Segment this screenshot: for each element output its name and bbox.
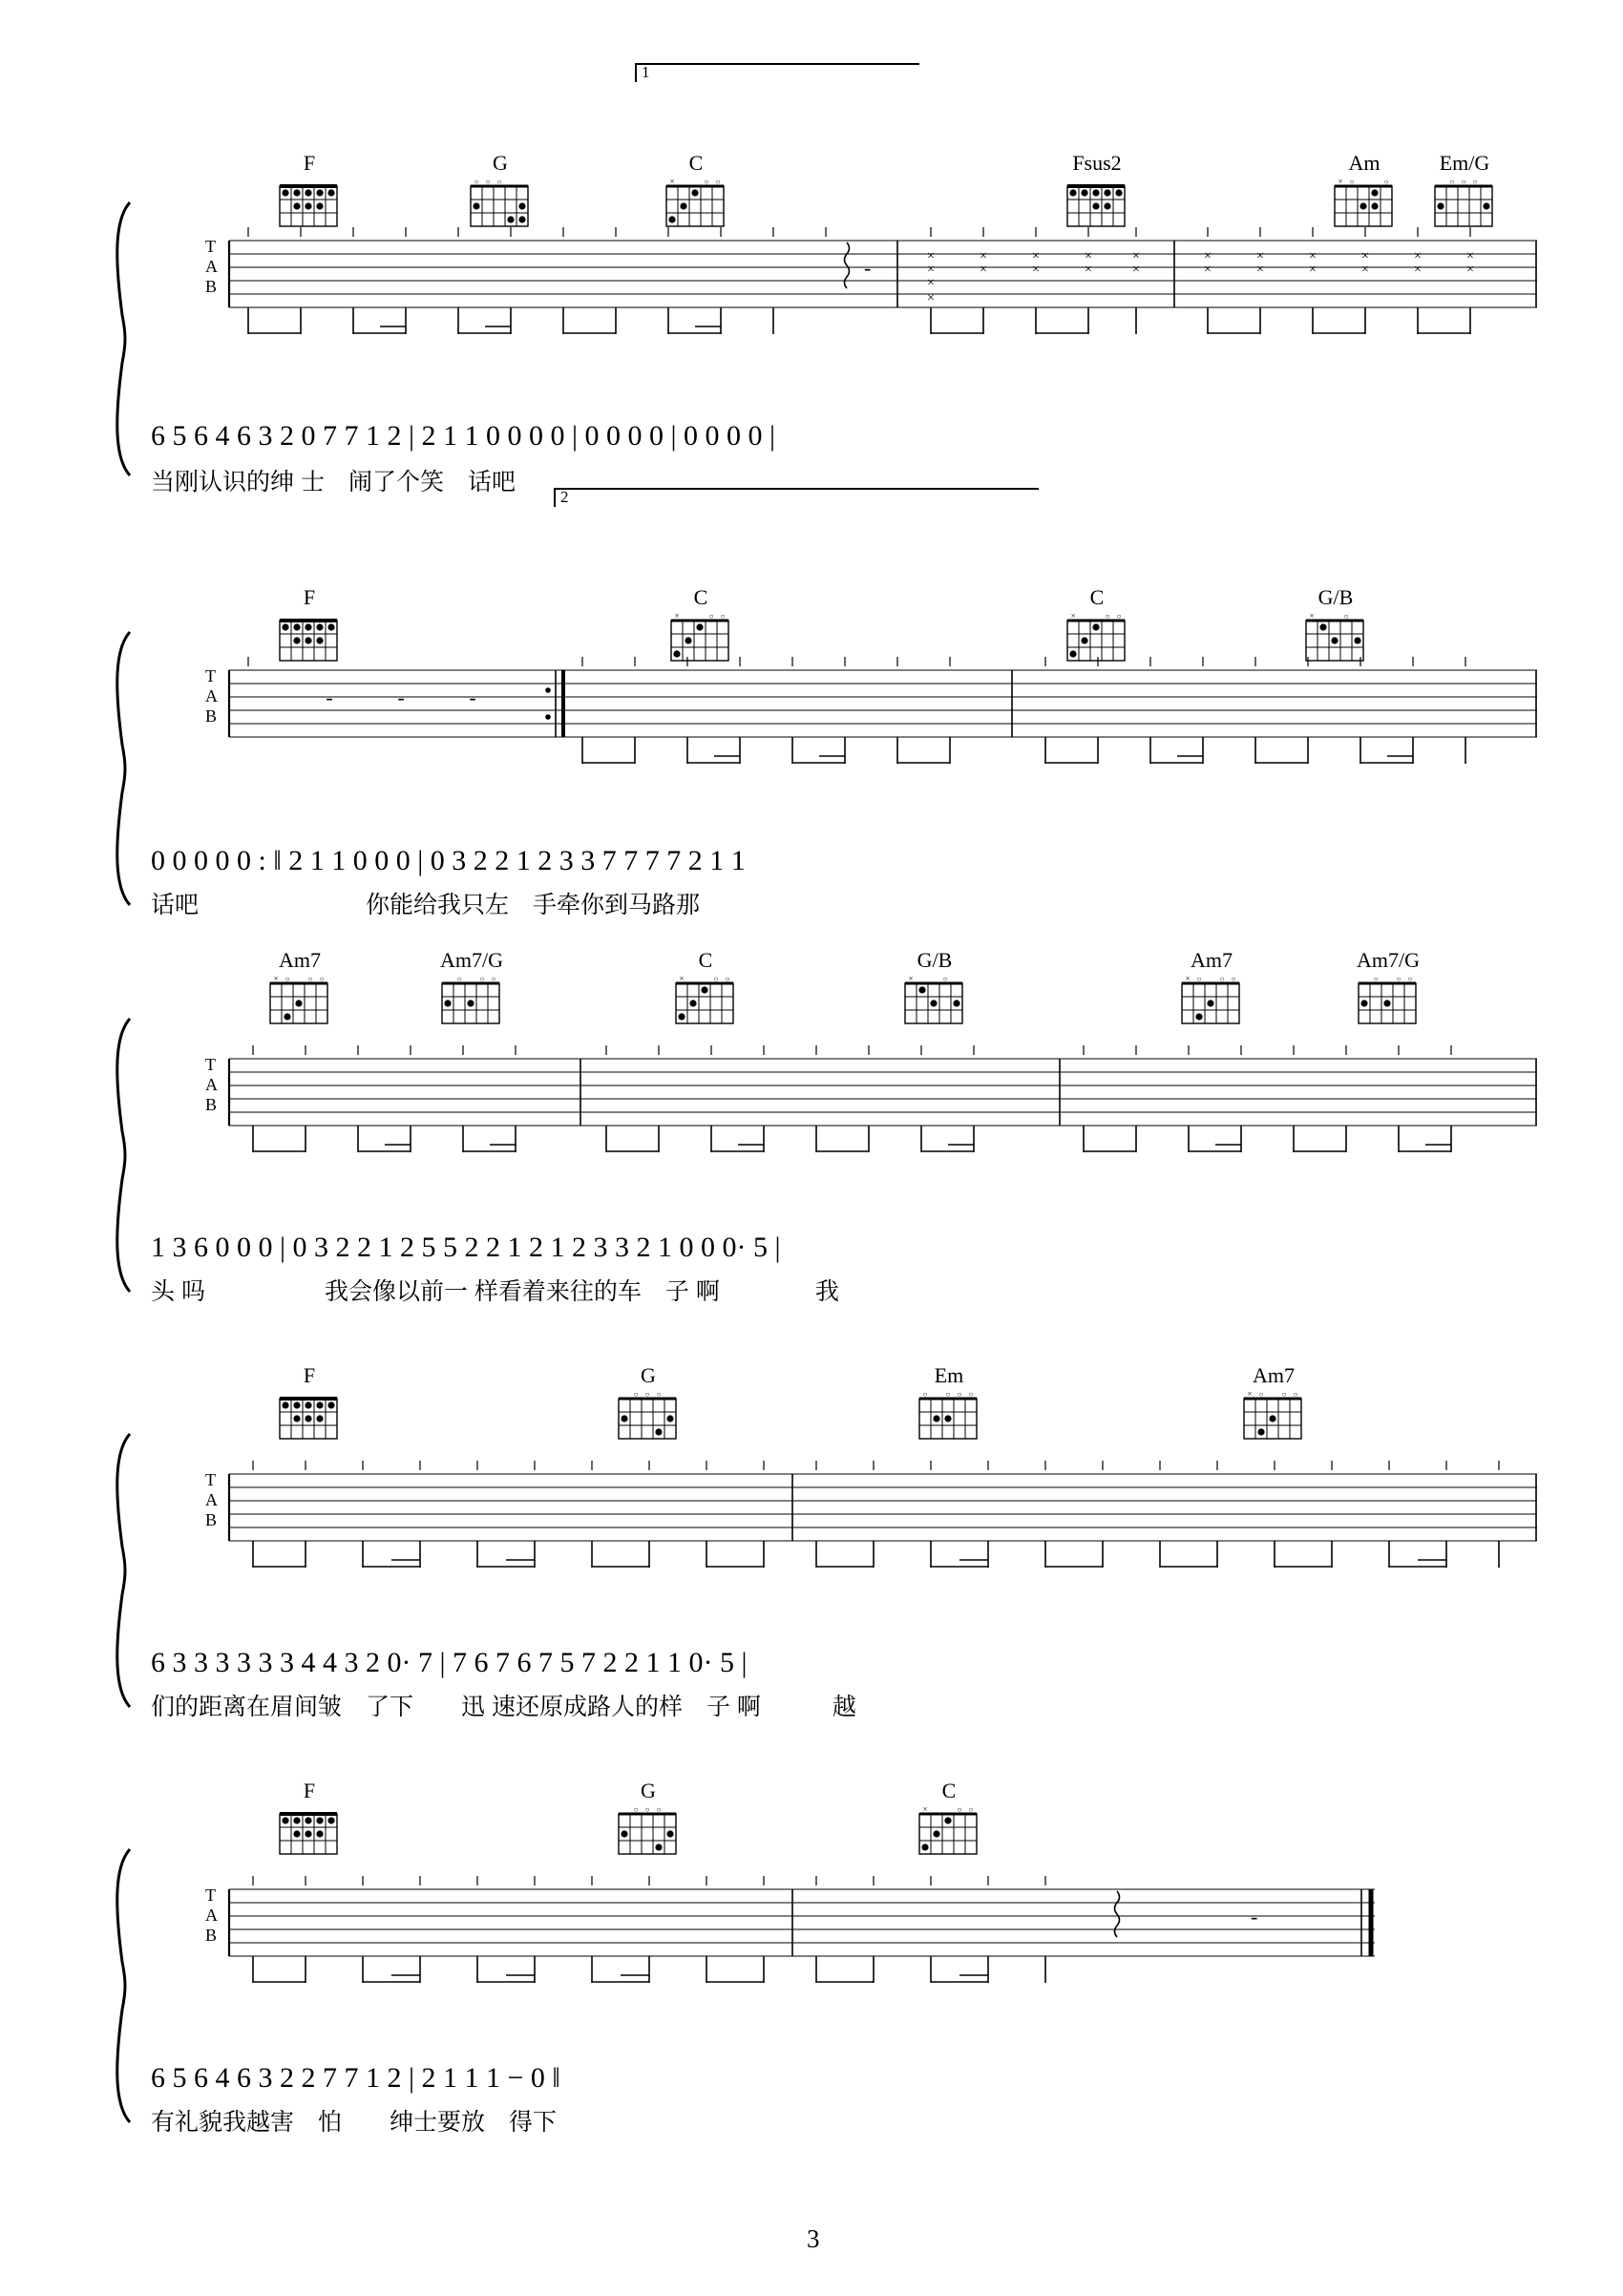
svg-text:A: A [205, 257, 218, 276]
svg-text:○: ○ [656, 1390, 662, 1399]
chord-name: G/B [1317, 585, 1354, 609]
chord-diagram-Am7G [434, 950, 509, 1027]
svg-text:×: × [1466, 249, 1474, 263]
svg-text:○: ○ [1373, 975, 1379, 983]
system-4 [95, 1356, 1547, 1738]
svg-text:×: × [1085, 263, 1092, 277]
notation-numbers: 6 5 6 4 6 3 2 2 7 7 1 2 | 2 1 1 1 − 0 ‖ [151, 2062, 560, 2094]
svg-text:○: ○ [496, 178, 502, 186]
svg-text:○: ○ [1407, 975, 1413, 983]
tab-staff [124, 657, 1547, 800]
chord-name: G [641, 1363, 656, 1387]
svg-text:×: × [669, 177, 675, 186]
svg-text:○: ○ [644, 1805, 650, 1814]
svg-text:T: T [205, 666, 216, 685]
svg-text:×: × [1361, 249, 1369, 263]
svg-text:○: ○ [1383, 178, 1389, 186]
chord-diagram-Am7G-2 [1351, 950, 1425, 1027]
chord-diagram-C [659, 153, 733, 230]
svg-text:×: × [1309, 611, 1315, 621]
chord-name: Am7 [279, 948, 321, 972]
notation-numbers: 6 3 3 3 3 3 3 4 4 3 2 0· 7 | 7 6 7 6 7 5 7 2 2 1 1 0· 5 | [151, 1647, 748, 1678]
svg-text:○: ○ [1461, 178, 1466, 186]
svg-text:○: ○ [713, 975, 719, 983]
chord-name: F [303, 1779, 316, 1802]
svg-text:A: A [205, 1490, 218, 1509]
svg-text:○: ○ [491, 975, 496, 983]
svg-text:○: ○ [644, 1390, 650, 1399]
svg-text:○: ○ [720, 612, 726, 621]
svg-text:○: ○ [1396, 975, 1402, 983]
chord-diagram-EmG [1427, 153, 1502, 230]
svg-text:○: ○ [485, 178, 491, 186]
svg-text:○: ○ [285, 975, 290, 983]
svg-text:○: ○ [708, 612, 714, 621]
svg-text:A: A [205, 686, 218, 706]
chord-name: G/B [917, 948, 953, 972]
chord-diagram-Am7 [1236, 1365, 1311, 1443]
svg-text:×: × [1361, 263, 1369, 277]
chord-name: G [493, 151, 508, 175]
chord-name: C [941, 1779, 957, 1802]
svg-text:×: × [674, 611, 680, 621]
svg-text:○: ○ [1293, 1390, 1298, 1399]
chord-diagram-F [272, 153, 347, 230]
tab-staff [124, 227, 1547, 370]
svg-text:×: × [927, 276, 935, 290]
svg-text:×: × [1414, 249, 1422, 263]
svg-text:B: B [205, 1926, 218, 1945]
tab-staff [124, 1876, 1547, 2019]
svg-text:×: × [1085, 249, 1092, 263]
svg-text:×: × [927, 249, 935, 263]
svg-text:×: × [1185, 974, 1191, 983]
svg-text:○: ○ [957, 1390, 962, 1399]
chord-name: G [641, 1779, 656, 1802]
svg-text:-: - [1251, 1905, 1258, 1928]
svg-text:○: ○ [456, 975, 462, 983]
svg-text:×: × [927, 291, 935, 305]
chord-diagram-C-2 [1060, 587, 1134, 664]
ending-bracket-2 [554, 487, 1041, 508]
svg-text:-: - [326, 685, 333, 709]
chord-name: Am [1348, 151, 1381, 175]
chord-diagram-Am [1327, 153, 1402, 230]
svg-text:○: ○ [1231, 975, 1236, 983]
chord-name: Am7/G [440, 948, 503, 972]
svg-text:×: × [980, 249, 987, 263]
chord-diagram-GB [1298, 587, 1373, 664]
svg-text:×: × [679, 974, 685, 983]
svg-text:×: × [908, 974, 914, 983]
chord-diagram-F [272, 587, 347, 664]
svg-text:×: × [927, 263, 935, 277]
notation-numbers: 1 3 6 0 0 0 | 0 3 2 2 1 2 5 5 2 2 1 2 1 2 3 3 2 1 0 0 0· 5 | [151, 1232, 781, 1263]
chord-diagram-C [668, 950, 743, 1027]
svg-text:T: T [205, 237, 216, 256]
system-1 [95, 57, 1547, 495]
lyrics-line: 有礼貌我越害 怕 绅士要放 得下 [151, 2109, 558, 2136]
notation-numbers: 0 0 0 0 0 : ‖ 2 1 1 0 0 0 | 0 3 2 2 1 2 3 3 7 7 7 7 2 1 1 [151, 845, 746, 876]
svg-text:○: ○ [968, 1805, 974, 1814]
svg-text:○: ○ [922, 1390, 928, 1399]
chord-name: Em [934, 1363, 964, 1387]
lyrics-line: 当刚认识的绅 士 闹了个笑 话吧 [151, 469, 516, 495]
chord-name: Am7 [1253, 1363, 1295, 1387]
svg-text:○: ○ [1343, 612, 1349, 621]
tab-staff [124, 1461, 1547, 1604]
svg-text:-: - [469, 685, 476, 709]
svg-text:○: ○ [1258, 1390, 1264, 1399]
svg-text:×: × [1338, 177, 1343, 186]
svg-text:○: ○ [1281, 1390, 1287, 1399]
chord-diagram-G [463, 153, 537, 230]
svg-text:○: ○ [319, 975, 325, 983]
svg-text:-: - [864, 256, 872, 280]
svg-text:○: ○ [479, 975, 485, 983]
svg-text:×: × [1247, 1389, 1253, 1399]
ending-label-2: 2 [560, 488, 569, 506]
svg-text:T: T [205, 1885, 216, 1905]
svg-text:×: × [273, 974, 279, 983]
svg-text:○: ○ [656, 1805, 662, 1814]
lyrics-line: 话吧 你能给我只左 手牵你到马路那 [151, 892, 701, 918]
svg-text:×: × [1204, 249, 1212, 263]
chord-name: Fsus2 [1072, 151, 1122, 175]
svg-text:B: B [205, 1095, 218, 1114]
svg-text:○: ○ [725, 975, 730, 983]
chord-diagram-C [912, 1780, 986, 1858]
svg-text:×: × [1414, 263, 1422, 277]
svg-text:A: A [205, 1075, 218, 1094]
svg-text:○: ○ [1349, 178, 1355, 186]
svg-text:B: B [205, 706, 218, 726]
chord-name: Am7/G [1357, 948, 1420, 972]
chord-name: C [698, 948, 713, 972]
chord-name: F [303, 585, 316, 609]
svg-text:○: ○ [1116, 612, 1122, 621]
svg-text:B: B [205, 1510, 218, 1529]
chord-diagram-Am7 [263, 950, 337, 1027]
svg-text:×: × [1204, 263, 1212, 277]
svg-text:○: ○ [945, 1390, 951, 1399]
tab-staff [124, 1045, 1547, 1189]
svg-text:○: ○ [1196, 975, 1202, 983]
svg-text:○: ○ [307, 975, 313, 983]
svg-text:○: ○ [633, 1390, 639, 1399]
svg-text:○: ○ [1105, 612, 1110, 621]
chord-name: F [303, 1363, 316, 1387]
svg-text:×: × [1309, 263, 1317, 277]
ending-label-1: 1 [642, 63, 650, 81]
svg-text:×: × [980, 263, 987, 277]
lyrics-line: 头 吗 我会像以前一 样看着来往的车 子 啊 我 [151, 1278, 839, 1305]
chord-diagram-G [611, 1780, 685, 1858]
svg-text:-: - [397, 685, 405, 709]
chord-name: Am7 [1191, 948, 1233, 972]
chord-diagram-Fsus2 [1060, 153, 1134, 230]
system-2 [95, 488, 1547, 918]
chord-diagram-F [272, 1365, 347, 1443]
svg-text:×: × [1032, 263, 1040, 277]
ending-bracket-1 [635, 62, 921, 83]
page-number: 3 [807, 2224, 820, 2253]
chord-diagram-F [272, 1780, 347, 1858]
svg-text:B: B [205, 277, 218, 296]
svg-text:×: × [1132, 263, 1140, 277]
svg-text:×: × [1256, 263, 1264, 277]
svg-text:×: × [1309, 249, 1317, 263]
system-3 [95, 940, 1547, 1322]
svg-text:T: T [205, 1055, 216, 1074]
chord-diagram-Em [912, 1365, 986, 1443]
chord-name: Em/G [1439, 151, 1490, 175]
lyrics-line: 们的距离在眉间皱 了下 迅 速还原成路人的样 子 啊 越 [151, 1694, 856, 1720]
svg-text:○: ○ [704, 178, 709, 186]
chord-name: C [1089, 585, 1105, 609]
svg-text:○: ○ [1449, 178, 1455, 186]
system-5 [95, 1771, 1547, 2153]
svg-text:A: A [205, 1906, 218, 1925]
svg-text:○: ○ [1472, 178, 1478, 186]
chord-diagram-GB [897, 950, 972, 1027]
svg-text:○: ○ [715, 178, 721, 186]
svg-text:×: × [1032, 249, 1040, 263]
svg-text:×: × [1256, 249, 1264, 263]
chord-diagram-Am7-2 [1174, 950, 1249, 1027]
svg-text:○: ○ [957, 1805, 962, 1814]
svg-text:×: × [922, 1804, 928, 1814]
notation-numbers: 6 5 6 4 6 3 2 0 7 7 1 2 | 2 1 1 0 0 0 0 | 0 0 0 0 | 0 0 0 0 | [151, 420, 776, 452]
svg-text:○: ○ [942, 975, 948, 983]
svg-text:×: × [1070, 611, 1076, 621]
chord-name: F [303, 151, 316, 175]
svg-text:○: ○ [968, 1390, 974, 1399]
svg-text:○: ○ [1219, 975, 1225, 983]
svg-text:×: × [1132, 249, 1140, 263]
svg-text:○: ○ [633, 1805, 639, 1814]
svg-text:○: ○ [474, 178, 479, 186]
svg-text:×: × [1466, 263, 1474, 277]
chord-name: C [693, 585, 708, 609]
chord-diagram-C [664, 587, 738, 664]
svg-text:T: T [205, 1470, 216, 1489]
chord-diagram-G [611, 1365, 685, 1443]
chord-name: C [688, 151, 704, 175]
